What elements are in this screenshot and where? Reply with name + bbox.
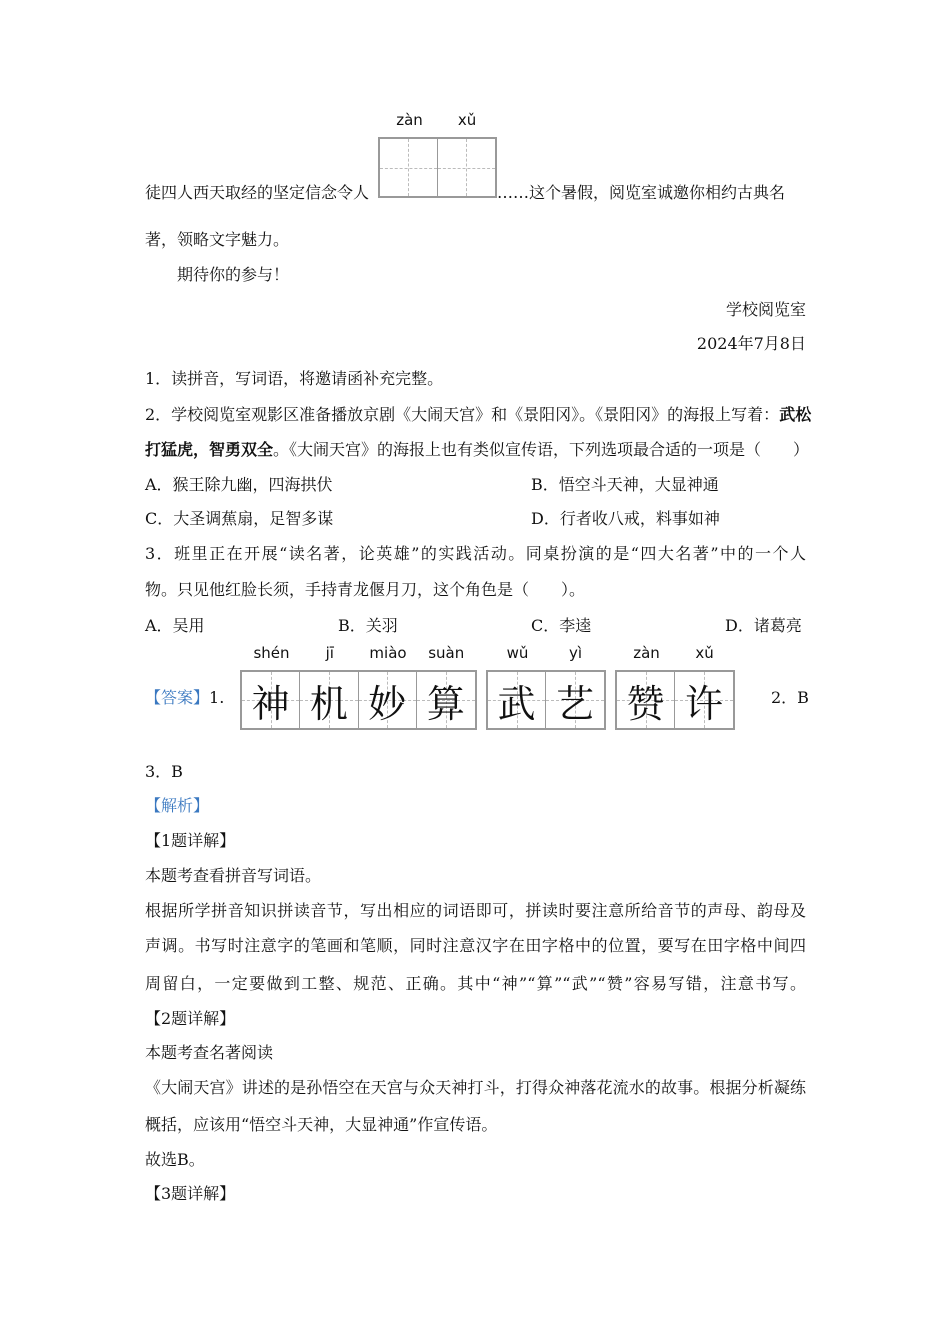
answer-char: 神	[251, 681, 290, 726]
answer-q2: 2．B	[771, 688, 809, 707]
answer-cell	[300, 644, 358, 728]
answer-label: 【答案】	[145, 688, 210, 707]
q3-heading: 【3题详解】	[145, 1184, 236, 1203]
answer-cell	[359, 644, 417, 728]
answer-char: 许	[685, 681, 724, 726]
question-3-line-2: 物。只见他红脸长须，手持青龙偃月刀，这个角色是（ ）。	[145, 580, 586, 599]
analysis-line: 故选B。	[145, 1150, 205, 1169]
question-3-line-1: 3．班里正在开展“读名著，论英雄”的实践活动。同桌扮演的是“四大名著”中的一个人	[145, 544, 806, 563]
slogan-bold: 武松	[779, 405, 812, 424]
invitation-line-2: 著，领略文字魅力。	[145, 230, 290, 249]
option-d: D．诸葛亮	[725, 616, 802, 635]
blank-cell	[380, 111, 438, 196]
blank-tianzige-grid	[378, 111, 497, 198]
invitation-date: 2024年7月8日	[696, 334, 806, 353]
pinyin-label: zàn	[633, 644, 660, 662]
pinyin-label: xǔ	[457, 111, 477, 129]
pinyin-label: jī	[325, 644, 334, 662]
answer-grid-group-1	[240, 644, 477, 730]
question-2-text: 。《大闹天宫》的海报上也有类似宣传语，下列选项最合适的一项是（ ）	[273, 440, 810, 459]
question-1: 1．读拼音，写词语，将邀请函补充完整。	[145, 369, 444, 388]
option-b: B．悟空斗天神，大显神通	[531, 475, 719, 494]
analysis-line: 根据所学拼音知识拼读音节，写出相应的词语即可，拼读时要注意所给音节的声母、韵母及	[145, 901, 806, 920]
answer-char: 艺	[556, 681, 595, 726]
invitation-line-1-right: ……这个暑假，阅览室诚邀你相约古典名	[497, 183, 786, 202]
pinyin-label: wǔ	[506, 644, 529, 662]
question-2-text: 2．学校阅览室观影区准备播放京剧《大闹天宫》和《景阳冈》。《景阳冈》的海报上写着：	[145, 405, 780, 424]
answer-char: 武	[497, 681, 536, 726]
answer-char: 算	[426, 681, 465, 726]
answer-cell	[546, 644, 604, 728]
pinyin-label: suàn	[428, 644, 465, 662]
q1-heading: 【1题详解】	[145, 831, 236, 850]
analysis-line: 周留白，一定要做到工整、规范、正确。其中“神”“算”“武”“赞”容易写错，注意书写。	[145, 974, 806, 993]
invitation-signature: 学校阅览室	[725, 300, 806, 319]
answer-grid-group-2	[486, 644, 606, 730]
answer-cell	[617, 644, 675, 728]
q2-heading: 【2题详解】	[145, 1009, 236, 1028]
analysis-line: 本题考查看拼音写词语。	[145, 866, 322, 885]
slogan-bold: 打猛虎，智勇双全	[145, 440, 274, 459]
analysis-line: 《大闹天宫》讲述的是孙悟空在天宫与众天神打斗，打得众神落花流水的故事。根据分析凝练	[145, 1078, 806, 1097]
question-3-options	[145, 615, 806, 637]
question-2-line-1	[145, 404, 812, 426]
pinyin-label: shén	[253, 644, 290, 662]
pinyin-label: yì	[568, 644, 583, 662]
option-c: C．李逵	[531, 616, 592, 635]
answer-cell	[242, 644, 300, 728]
answer-cell	[488, 644, 546, 728]
invitation-closing: 期待你的参与！	[177, 265, 290, 284]
option-a: A．猴王除九幽，四海拱伏	[145, 475, 333, 494]
answer-grid-group-3	[615, 644, 735, 730]
answer-char: 妙	[368, 681, 407, 726]
option-c: C．大圣调蕉扇，足智多谋	[145, 509, 334, 528]
answer-char: 机	[309, 681, 348, 726]
analysis-label: 【解析】	[145, 796, 210, 815]
answer-char: 赞	[626, 681, 665, 726]
answer-q3: 3．B	[145, 762, 183, 781]
answer-q1-prefix: 1.	[209, 688, 225, 707]
analysis-line: 声调。书写时注意字的笔画和笔顺，同时注意汉字在田字格中的位置，要写在田字格中间四	[145, 936, 806, 955]
question-2-options-row-2	[145, 508, 806, 530]
pinyin-label: xǔ	[695, 644, 714, 662]
answer-row-label	[145, 687, 224, 709]
invitation-line-1-left: 徒四人西天取经的坚定信念令人	[145, 183, 370, 202]
analysis-line: 概括，应该用“悟空斗天神，大显神通”作宣传语。	[145, 1115, 498, 1134]
option-d: D．行者收八戒，料事如神	[531, 509, 720, 528]
answer-cell	[417, 644, 475, 728]
option-a: A．吴用	[145, 616, 205, 635]
pinyin-label: miào	[369, 644, 407, 662]
blank-cell	[438, 111, 495, 196]
answer-cell	[675, 644, 733, 728]
pinyin-label: zàn	[396, 111, 423, 129]
option-b: B．关羽	[338, 616, 398, 635]
analysis-line: 本题考查名著阅读	[145, 1043, 274, 1062]
question-2-options-row-1	[145, 474, 806, 496]
question-2-line-2	[145, 439, 809, 461]
